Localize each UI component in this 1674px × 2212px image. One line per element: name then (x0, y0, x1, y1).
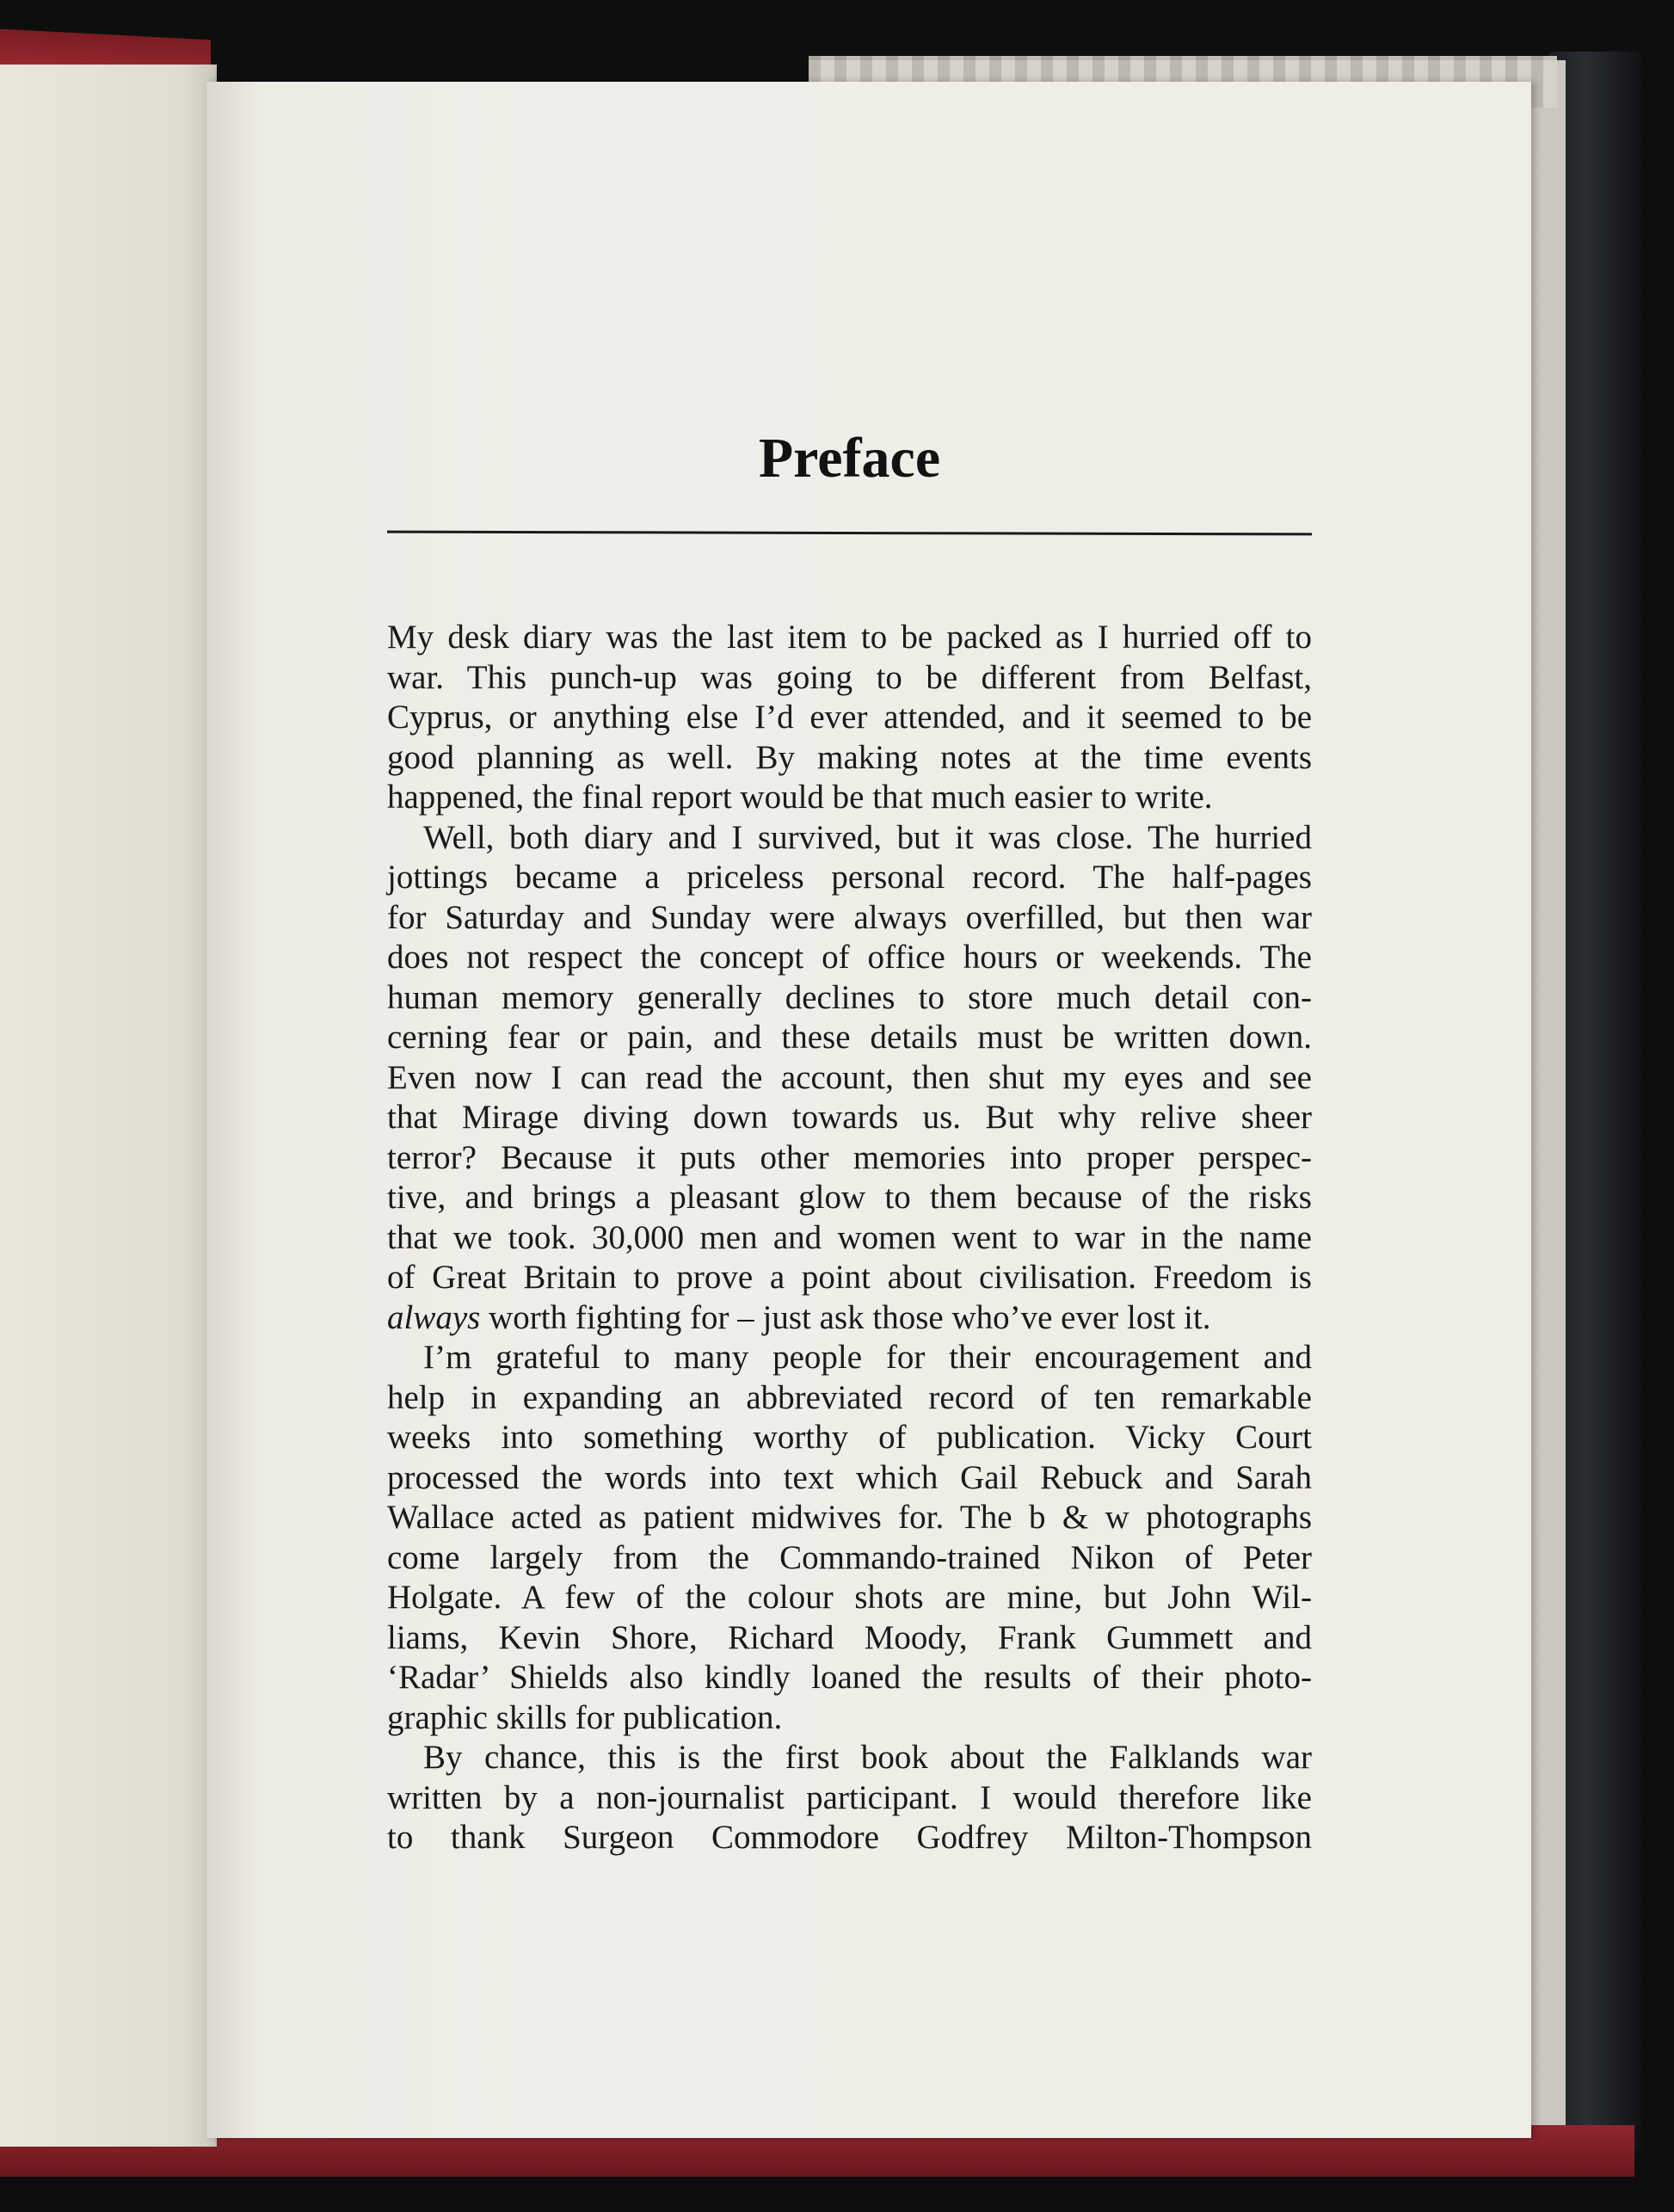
paragraph-2 (387, 818, 1312, 1339)
text-line: jottings became a priceless personal record. The half-pages (387, 859, 1312, 896)
text-line: happened, the final report would be that much easier to write. (387, 779, 1213, 816)
text-line: help in expanding an abbreviated record of ten remarkable (387, 1378, 1312, 1416)
text-line: terror? Because it puts other memories into proper perspec- (387, 1138, 1312, 1176)
text-line: By chance, this is the first book about the Falklands war (423, 1739, 1312, 1776)
italic-emphasis: always (387, 1298, 481, 1336)
text-line: written by a non-journalist participant. I would therefore like (387, 1778, 1312, 1816)
text-line: of Great Britain to prove a point about civilisation. Freedom is (387, 1259, 1312, 1296)
text-line: war. This punch-up was going to be different from Belfast, (387, 658, 1312, 696)
page-title: Preface (758, 427, 941, 490)
paragraph-1 (387, 618, 1312, 818)
text-line: My desk diary was the last item to be packed as I hurried off to (387, 619, 1312, 656)
preface-body (387, 618, 1312, 1858)
left-page (0, 65, 217, 2147)
text-line: that we took. 30,000 men and women went to war in the name (387, 1218, 1312, 1256)
text-line: liams, Kevin Shore, Richard Moody, Frank Gummett and (387, 1618, 1312, 1656)
text-line: does not respect the concept of office hours or weekends. The (387, 939, 1312, 976)
text-line: Wallace acted as patient midwives for. The b & w photographs (387, 1499, 1312, 1536)
text-line: good planning as well. By making notes at the time events (387, 738, 1312, 776)
text-line: weeks into something worthy of publication. Vicky Court (387, 1419, 1312, 1456)
text-line: cerning fear or pain, and these details must be written down. (387, 1019, 1312, 1056)
text-line: ‘Radar’ Shields also kindly loaned the results of their photo- (387, 1659, 1312, 1696)
text-line: Even now I can read the account, then shut my eyes and see (387, 1058, 1312, 1096)
text-line: I’m grateful to many people for their encouragement and (423, 1339, 1312, 1376)
text-line: Cyprus, or anything else I’d ever attended, and it seemed to be (387, 699, 1312, 736)
text-line: come largely from the Commando-trained Nikon of Peter (387, 1538, 1312, 1576)
text-line (387, 1298, 1312, 1339)
text-line: human memory generally declines to store much detail con- (387, 978, 1312, 1016)
text-line: for Saturday and Sunday were always overfilled, but then war (387, 898, 1312, 936)
text-line: to thank Surgeon Commodore Godfrey Milton-Thompson (387, 1819, 1312, 1856)
paragraph-3 (387, 1338, 1312, 1738)
text-line: graphic skills for publication. (387, 1698, 783, 1736)
text-line: tive, and brings a pleasant glow to them because of the risks (387, 1179, 1312, 1216)
text-line: processed the words into text which Gail Rebuck and Sarah (387, 1458, 1312, 1496)
text-line: that Mirage diving down towards us. But why relive sheer (387, 1099, 1312, 1136)
text-line: Holgate. A few of the colour shots are mine, but John Wil- (387, 1579, 1312, 1616)
paragraph-4 (387, 1738, 1312, 1858)
text-line: Well, both diary and I survived, but it was close. The hurried (423, 818, 1312, 856)
text-line-rest: worth fighting for – just ask those who’ve ever lost it. (480, 1298, 1211, 1336)
